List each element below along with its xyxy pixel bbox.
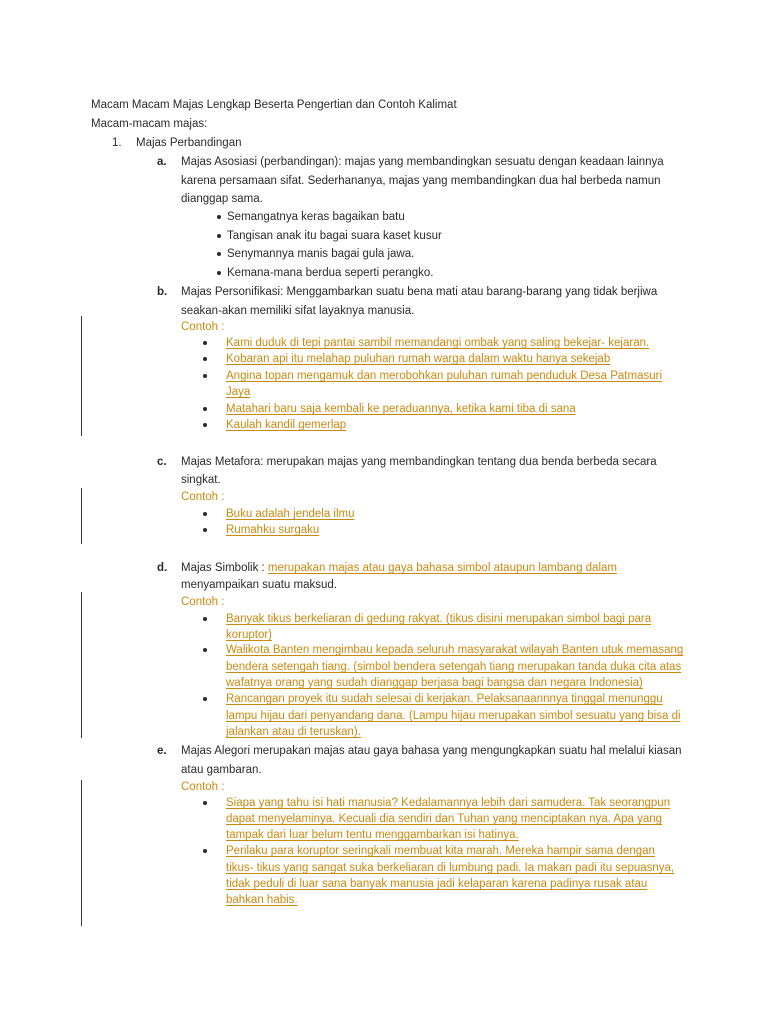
example-link[interactable]: Banyak tikus berkeliaran di gedung rakyat. (tikus disini merupakan simbol bagi para [226,613,652,625]
example-link[interactable]: tikus- tikus yang sangat suka berkeliaran di lumbung padi. Ia makan padi itu sepuasnya, [226,862,675,874]
item-e-text: Majas Alegori merupakan majas atau gaya bahasa yang mengungkapkan suatu hal melalui kiasan [181,745,682,757]
example-link[interactable]: tidak peduli di luar sana banyak manusia jadi kelaparan karena padinya rusak atau [226,878,648,890]
example-link[interactable]: Siapa yang tahu isi hati manusia? Kedalamannya lebih dari samudera. Tak seorangpun [226,797,671,809]
example-link[interactable]: Rancangan proyek itu sudah selesai di kerjakan. Pelaksanaannnya tinggal menunggu [226,693,663,705]
bullet [203,849,207,853]
example-link[interactable]: Kami duduk di tepi pantai sambil memandangi ombak yang saling bekejar- kejaran. [226,337,650,349]
item-letter-a: a. [157,156,167,168]
list-item: Tangisan anak itu bagai suara kaset kusur [227,230,442,242]
bullet [203,374,207,378]
bullet [203,528,207,532]
bullet [217,215,221,219]
item-c-text: singkat. [181,474,221,486]
example-link[interactable]: dapat menyelaminya. Kecuali dia sendiri dan Tuhan yang menciptakan nya. Apa yang [226,813,663,825]
revision-marker [81,592,82,738]
example-link[interactable]: Walikota Banten mengimbau kepada seluruh masyarakat wilayah Banten utuk memasang [226,644,684,656]
item-letter-d: d. [157,562,168,574]
example-link[interactable]: Kobaran api itu melahap puluhan rumah warga dalam waktu hanya sekejab [226,353,611,365]
revision-marker [81,780,82,926]
bullet [203,648,207,652]
item-c-text: Majas Metafora: merupakan majas yang membandingkan tentang dua benda berbeda secara [181,456,657,468]
example-link[interactable]: Jaya [226,386,251,398]
item-e-text: atau gambaran. [181,764,262,776]
contoh-label: Contoh : [181,781,225,793]
item-letter-e: e. [157,745,167,757]
contoh-label: Contoh : [181,596,225,608]
item-letter-b: b. [157,286,168,298]
document-subtitle: Macam-macam majas: [91,118,208,130]
section-title: Majas Perbandingan [136,137,242,149]
list-item: Semangatnya keras bagaikan batu [227,211,405,223]
example-link[interactable]: lampu hijau dari penyandang dana. (Lampu hijau merupakan simbol sesuatu yang bisa di [226,710,681,722]
bullet [203,357,207,361]
example-link[interactable]: Angina topan mengamuk dan merobohkan puluhan rumah penduduk Desa Patmasuri [226,370,663,382]
example-link[interactable]: wafatnya orang yang sudah dianggap berjasa bagi bangsa dan negara Indonesia) [226,677,643,689]
bullet [203,801,207,805]
revision-marker [81,316,82,436]
bullet [203,407,207,411]
bullet [217,234,221,238]
bullet [203,697,207,701]
item-d-text: menyampaikan suatu maksud. [181,579,337,591]
contoh-label: Contoh : [181,321,225,333]
item-d-link[interactable]: merupakan majas atau gaya bahasa simbol ataupun lambang dalam [267,562,617,574]
list-number: 1. [112,137,122,149]
bullet [217,252,221,256]
example-link[interactable]: Kaulah kandil gemerlap [226,419,347,431]
item-letter-c: c. [157,456,167,468]
example-link[interactable]: Rumahku surgaku [226,524,320,536]
item-b-text: seakan-akan memiliki sifat layaknya manusia. [181,305,415,317]
item-a-text: dianggap sama. [181,193,263,205]
bullet [217,271,221,275]
bullet [203,617,207,621]
example-link[interactable]: bendera setengah tiang. (simbol bendera setengah tiang merupakan tanda duka cita atas [226,661,682,673]
example-link[interactable]: jalankan atau di teruskan). [226,726,361,738]
contoh-label: Contoh : [181,491,225,503]
example-link[interactable]: koruptor) [226,629,273,641]
bullet [203,341,207,345]
item-d-lead: Majas Simbolik : [181,562,265,574]
item-a-text: Majas Asosiasi (perbandingan): majas yang membandingkan sesuatu dengan keadaan lainnya [181,156,664,168]
bullet [203,423,207,427]
example-link[interactable]: Matahari baru saja kembali ke peraduannya, ketika kami tiba di sana [226,403,576,415]
revision-marker [81,488,82,544]
item-b-text: Majas Personifikasi: Menggambarkan suatu bena mati atau barang-barang yang tidak berjiwa [181,286,658,298]
example-link[interactable]: tampak dari luar belum tentu menggambarkan isi hatinya. [226,829,519,841]
example-link[interactable]: bahkan habis. [226,894,298,906]
bullet [203,512,207,516]
list-item: Kemana-mana berdua seperti perangko. [227,267,434,279]
example-link[interactable]: Perilaku para koruptor seringkali membuat kita marah. Mereka hampir sama dengan [226,845,655,857]
item-a-text: karena persamaan sifat. Sederhananya, majas yang membandingkan dua hal berbeda namun [181,175,661,187]
example-link[interactable]: Buku adalah jendela ilmu [226,508,355,520]
document-title: Macam Macam Majas Lengkap Beserta Pengertian dan Contoh Kalimat [91,99,457,111]
list-item: Senymannya manis bagai gula jawa. [227,248,415,260]
item-d-text [181,561,617,575]
